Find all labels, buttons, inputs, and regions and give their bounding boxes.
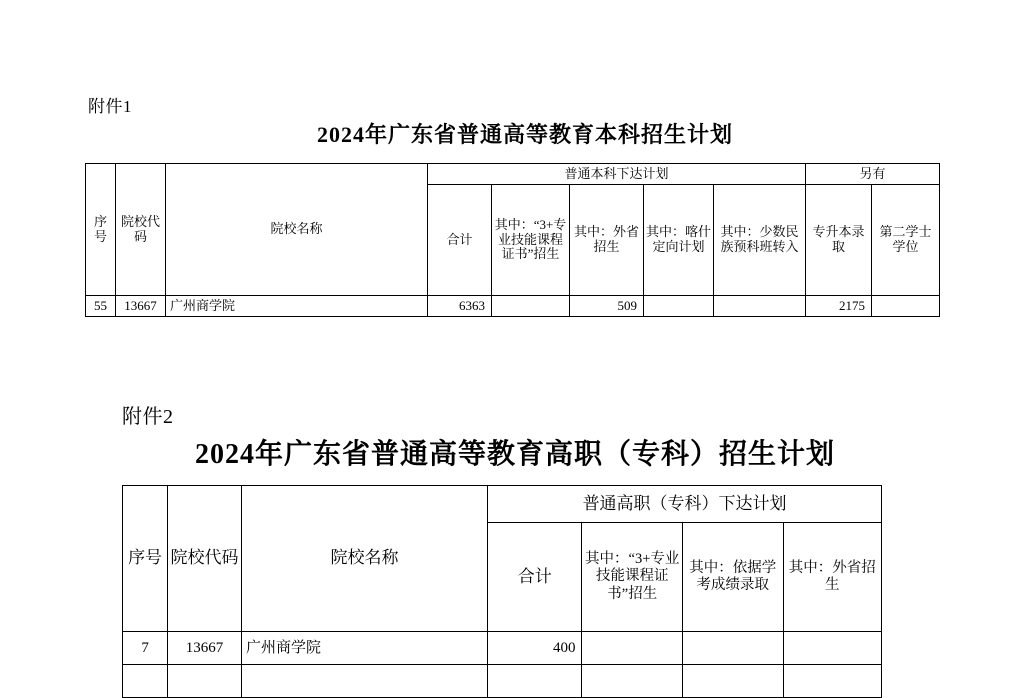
attachment-1-label: 附件1 xyxy=(88,97,132,116)
cell-name: 广州商学院 xyxy=(241,632,487,665)
header-seq: 序号 xyxy=(86,164,116,296)
header-total: 合计 xyxy=(488,523,582,632)
table-row xyxy=(123,632,882,665)
cell-name: 广州商学院 xyxy=(166,296,428,317)
cell-sub-3plus xyxy=(492,296,570,317)
attachment-1-table xyxy=(85,163,940,317)
cell-sub-3plus xyxy=(582,632,683,665)
cell-sub-exam xyxy=(683,665,784,698)
header-extra-upgrade: 专升本录取 xyxy=(806,185,872,296)
header-sub-3plus: 其中：“3+专业技能课程证书”招生 xyxy=(492,185,570,296)
attachment-2-label: 附件2 xyxy=(122,406,174,428)
cell-code: 13667 xyxy=(116,296,166,317)
cell-extra-upgrade: 2175 xyxy=(806,296,872,317)
cell-seq: 7 xyxy=(123,632,168,665)
header-sub-minority: 其中：少数民族预科班转入 xyxy=(714,185,806,296)
header-sub-directed: 其中：喀什定向计划 xyxy=(644,185,714,296)
header-group-extra: 另有 xyxy=(806,164,940,185)
table-row-partial xyxy=(123,665,882,698)
cell-total: 400 xyxy=(488,632,582,665)
attachment-1-title: 2024年广东省普通高等教育本科招生计划 xyxy=(316,122,733,147)
table-header-group-row xyxy=(86,164,940,185)
header-sub-3plus: 其中：“3+专业技能课程证书”招生 xyxy=(582,523,683,632)
cell-total xyxy=(488,665,582,698)
header-group-main: 普通高职（专科）下达计划 xyxy=(488,486,882,523)
header-group-main: 普通本科下达计划 xyxy=(428,164,806,185)
cell-sub-exam xyxy=(683,632,784,665)
cell-sub-outprov xyxy=(783,632,881,665)
cell-code xyxy=(168,665,242,698)
header-name: 院校名称 xyxy=(241,486,487,632)
header-sub-outprov: 其中：外省招生 xyxy=(570,185,644,296)
header-code: 院校代码 xyxy=(116,164,166,296)
header-total: 合计 xyxy=(428,185,492,296)
cell-sub-minority xyxy=(714,296,806,317)
cell-sub-directed xyxy=(644,296,714,317)
cell-sub-outprov: 509 xyxy=(570,296,644,317)
cell-seq: 55 xyxy=(86,296,116,317)
table-header-group-row xyxy=(123,486,882,523)
attachment-2-title: 2024年广东省普通高等教育高职（专科）招生计划 xyxy=(194,439,835,470)
cell-code: 13667 xyxy=(168,632,242,665)
header-seq: 序号 xyxy=(123,486,168,632)
cell-sub-3plus xyxy=(582,665,683,698)
cell-total: 6363 xyxy=(428,296,492,317)
cell-extra-second xyxy=(872,296,940,317)
cell-seq xyxy=(123,665,168,698)
table-row xyxy=(86,296,940,317)
header-name: 院校名称 xyxy=(166,164,428,296)
header-code: 院校代码 xyxy=(168,486,242,632)
header-sub-exam: 其中：依据学考成绩录取 xyxy=(683,523,784,632)
cell-sub-outprov xyxy=(783,665,881,698)
cell-name xyxy=(241,665,487,698)
attachment-2-table xyxy=(122,485,882,698)
header-extra-second: 第二学士学位 xyxy=(872,185,940,296)
header-sub-outprov: 其中：外省招生 xyxy=(783,523,881,632)
